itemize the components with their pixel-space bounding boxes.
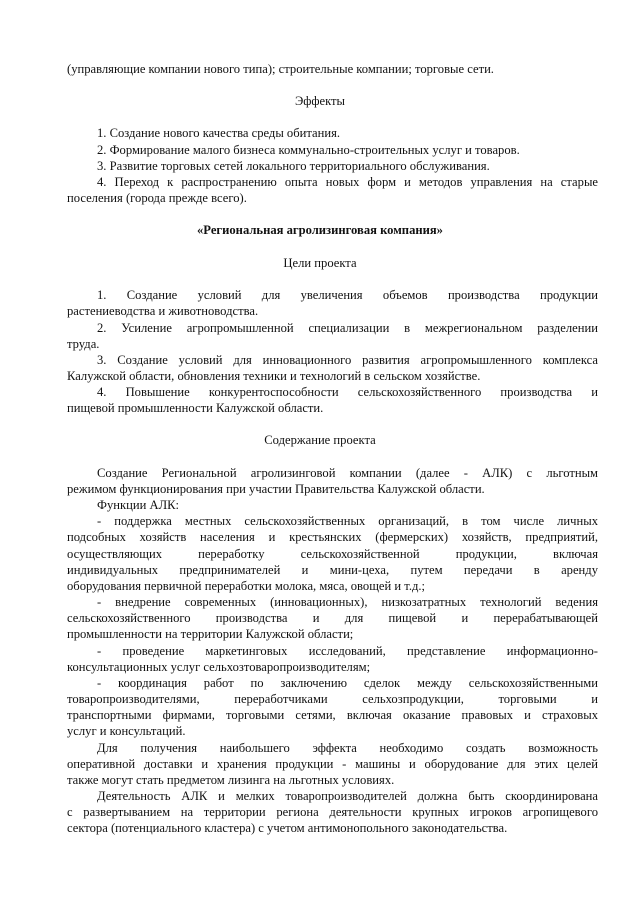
- content-line: - проведение маркетинговых исследований, представление информационно-: [97, 644, 598, 658]
- goal-line: растениеводства и животноводства.: [67, 304, 259, 318]
- effects-item: 1. Создание нового качества среды обитания.: [97, 126, 341, 140]
- content-line: Функции АЛК:: [97, 498, 180, 512]
- goal-line: 2. Усиление агропромышленной специализации в межрегиональном разделении: [97, 321, 598, 335]
- content-heading: Содержание проекта: [264, 433, 376, 447]
- content-line: индивидуальных предпринимателей и мини-цеха, путем передачи в аренду: [67, 563, 598, 577]
- effects-item-continuation: поселения (города прежде всего).: [67, 191, 247, 205]
- content-line: оборудования первичной переработки молока, мяса, овощей и т.д.;: [67, 579, 426, 593]
- effects-item: 2. Формирование малого бизнеса коммунально-строительных услуг и товаров.: [97, 143, 520, 157]
- goal-line: 1. Создание условий для увеличения объемов производства продукции: [97, 288, 598, 302]
- content-line: транспортными фирмами, торговыми сетями, включая оказание правовых и страховых: [67, 708, 598, 722]
- content-line: Создание Региональной агролизинговой компании (далее - АЛК) с льготным: [97, 466, 598, 480]
- content-line: сельскохозяйственного производства и для пищевой и перерабатывающей: [67, 611, 598, 625]
- content-line: - поддержка местных сельскохозяйственных организаций, в том числе личных: [97, 514, 598, 528]
- content-line: Деятельность АЛК и мелких товаропроизводителей должна быть скоординирована: [97, 789, 598, 803]
- project-title: «Региональная агролизинговая компания»: [197, 223, 443, 237]
- content-line: подсобных хозяйств населения и крестьянских (фермерских) хозяйств, предприятий,: [67, 530, 598, 544]
- effects-heading: Эффекты: [294, 94, 346, 108]
- content-line: промышленности на территории Калужской области;: [67, 627, 354, 641]
- content-line: консультационных услуг сельхозтоваропроизводителям;: [67, 660, 371, 674]
- effects-item: 4. Переход к распространению опыта новых форм и методов управления на старые: [97, 175, 598, 189]
- content-line: осуществляющих переработку сельскохозяйственной продукции, включая: [67, 547, 598, 561]
- goal-line: 3. Создание условий для инновационного развития агропромышленного комплекса: [97, 353, 598, 367]
- content-line: оперативной доставки и хранения продукции - машины и оборудование для этих целей: [67, 757, 598, 771]
- content-line: сектора (потенциального кластера) с учетом антимонопольного законодательства.: [67, 821, 508, 835]
- content-line: - координация работ по заключению сделок между сельскохозяйственными: [97, 676, 598, 690]
- goal-line: Калужской области, обновления техники и технологий в сельском хозяйстве.: [67, 369, 481, 383]
- goal-line: 4. Повышение конкурентоспособности сельскохозяйственного производства и: [97, 385, 598, 399]
- content-line: - внедрение современных (инновационных), низкозатратных технологий ведения: [97, 595, 598, 609]
- effects-item: 3. Развитие торговых сетей локального территориального обслуживания.: [97, 159, 490, 173]
- content-line: услуг и консультаций.: [67, 724, 186, 738]
- goal-line: пищевой промышленности Калужской области.: [67, 401, 324, 415]
- content-line: с развертыванием на территории региона деятельности крупных игроков агропищевого: [67, 805, 598, 819]
- goal-line: труда.: [67, 337, 100, 351]
- content-line: товаропроизводителями, переработчиками сельхозпродукции, торговыми и: [67, 692, 598, 706]
- content-line: Для получения наибольшего эффекта необходимо создать возможность: [97, 741, 598, 755]
- content-line: также могут стать предметом лизинга на льготных условиях.: [67, 773, 395, 787]
- goals-heading: Цели проекта: [283, 256, 357, 270]
- intro-continuation: (управляющие компании нового типа); строительные компании; торговые сети.: [67, 62, 494, 76]
- content-line: режимом функционирования при участии Правительства Калужской области.: [67, 482, 485, 496]
